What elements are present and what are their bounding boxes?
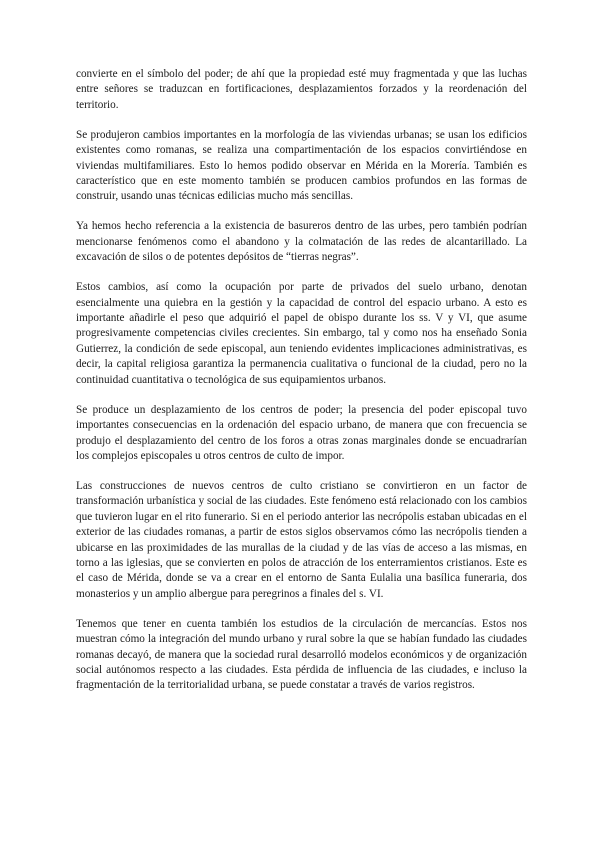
paragraph-3: Ya hemos hecho referencia a la existencia de basureros dentro de las urbes, pero también podrían mencionarse fenómenos como el abandono y la colmatación de las redes de alcantarillado. La excavación de silos o de potentes depósitos de “tierras negras”. <box>76 220 527 264</box>
document-page <box>76 67 527 708</box>
paragraph-2: Se produjeron cambios importantes en la morfología de las viviendas urbanas; se usan los edificios existentes como romanas, se realiza una compartimentación de los espacios convirtiéndose en viviendas multifamiliares. Esto lo hemos podido observar en Mérida en la Morería. También es característico que en este momento también se producen cambios profundos en las formas de construir, usando unas técnicas edilicias mucho más sencillas. <box>76 128 527 203</box>
paragraph-5: Se produce un desplazamiento de los centros de poder; la presencia del poder episcopal tuvo importantes consecuencias en la ordenación del espacio urbano, de manera que con frecuencia se produjo el desplazamiento del centro de los foros a otras zonas marginales donde se encuadrarían los complejos episcopales u otros centros de culto de impor. <box>76 403 527 462</box>
paragraph-7: Tenemos que tener en cuenta también los estudios de la circulación de mercancías. Estos nos muestran cómo la integración del mundo urbano y rural sobre la que se habían fundado las ciudades romanas decayó, de manera que la sociedad rural desarrolló modelos económicos y de organización social autónomos respecto a las ciudades. Esta pérdida de influencia de las ciudades, e incluso la fragmentación de la territorialidad urbana, se puede constatar a través de varios registros. <box>76 617 527 692</box>
paragraph-6: Las construcciones de nuevos centros de culto cristiano se convirtieron en un factor de transformación urbanística y social de las ciudades. Este fenómeno está relacionado con los cambios que tuvieron lugar en el rito funerario. Si en el periodo anterior las necrópolis estaban ubicadas en el exterior de las ciudades romanas, a partir de estos siglos observamos cómo las necrópolis tienden a ubicarse en las proximidades de las murallas de la ciudad y de las vías de acceso a las mismas, en torno a las iglesias, que se convierten en polos de atracción de los enterramientos cristianos. Este es el caso de Mérida, donde se va a crear en el entorno de Santa Eulalia una basílica funeraria, dos monasterios y un amplio albergue para peregrinos a finales del s. VI. <box>76 479 527 600</box>
paragraph-4: Estos cambios, así como la ocupación por parte de privados del suelo urbano, denotan esencialmente una quiebra en la gestión y la capacidad de control del espacio urbano. A esto es importante añadirle el peso que adquirió el papel de obispo durante los ss. V y VI, que asume progresivamente competencias civiles crecientes. Sin embargo, tal y como nos ha enseñado Sonia Gutierrez, la condición de sede episcopal, aun teniendo evidentes implicaciones administrativas, es decir, la capital religiosa garantiza la permanencia cualitativa o funcional de la ciudad, pero no la continuidad cuantitativa o tecnológica de sus equipamientos urbanos. <box>76 281 527 386</box>
paragraph-1: convierte en el símbolo del poder; de ahí que la propiedad esté muy fragmentada y que las luchas entre señores se traduzcan en fortificaciones, desplazamientos forzados y la reordenación del territorio. <box>76 68 527 111</box>
